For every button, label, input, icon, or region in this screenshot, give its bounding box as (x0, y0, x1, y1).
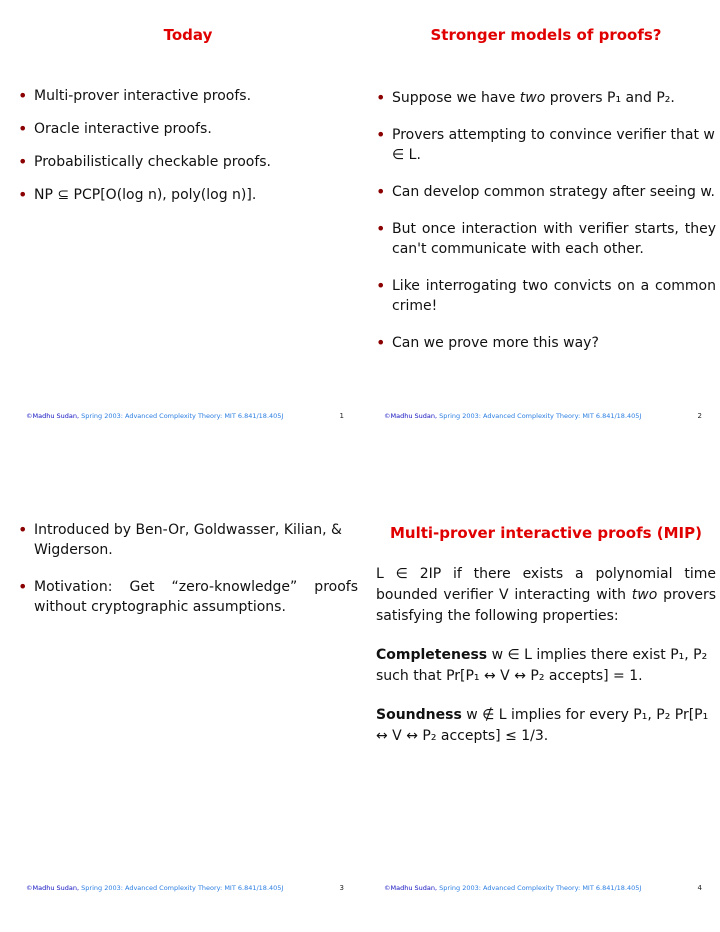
slide-1-title: Today (163, 26, 213, 44)
bullet-2: • Provers attempting to convince verifier that w ∈ L. (376, 125, 716, 165)
slide-2-footer (384, 412, 702, 420)
bullet-6: • Can we prove more this way? (376, 333, 716, 353)
footer-course: Spring 2003: Advanced Complexity Theory: MIT 6.841/18.405J (439, 412, 642, 420)
slide-2 (376, 18, 716, 428)
slide-3-footer (26, 884, 344, 892)
definition-intro: L ∈ 2IP if there exists a polynomial time bounded verifier V interacting with two provers satisfying the following properties: (376, 566, 716, 624)
footer-author: ©Madhu Sudan, (26, 412, 80, 420)
slide-4-title: Multi-prover interactive proofs (MIP) (390, 524, 702, 542)
page-number: 2 (697, 412, 702, 420)
footer-author: ©Madhu Sudan, (384, 412, 438, 420)
completeness-definition (376, 645, 716, 687)
slide-1-footer (26, 412, 344, 420)
soundness-text: w ∉ L implies for every P₁, P₂ Pr[P₁ ↔ V ↔ P₂ accepts] ≤ 1/3. (376, 707, 709, 744)
bullet-1: • Suppose we have two provers P₁ and P₂. (376, 88, 716, 108)
bullet-1: • Multi-prover interactive proofs. (18, 86, 358, 106)
bullet-3: • Probabilistically checkable proofs. (18, 152, 358, 172)
footer-course: Spring 2003: Advanced Complexity Theory: MIT 6.841/18.405J (81, 412, 284, 420)
footer-author: ©Madhu Sudan, (26, 884, 80, 892)
soundness-definition (376, 705, 716, 747)
bullet-4: • NP ⊆ PCP[O(log n), poly(log n)]. (18, 185, 358, 205)
bullet-4: • But once interaction with verifier starts, they can't communicate with each other. (376, 219, 716, 259)
footer-course: Spring 2003: Advanced Complexity Theory: MIT 6.841/18.405J (439, 884, 642, 892)
bullet-2: • Oracle interactive proofs. (18, 119, 358, 139)
slide-3-bullets (18, 520, 358, 617)
completeness-text: w ∈ L implies there exist P₁, P₂ such that Pr[P₁ ↔ V ↔ P₂ accepts] = 1. (376, 647, 708, 684)
slide-2-title: Stronger models of proofs? (430, 26, 662, 44)
completeness-term: Completeness (376, 647, 488, 663)
slide-1-bullets (18, 86, 358, 205)
footer-author: ©Madhu Sudan, (384, 884, 438, 892)
bullet-5: • Like interrogating two convicts on a common crime! (376, 276, 716, 316)
footer-course: Spring 2003: Advanced Complexity Theory: MIT 6.841/18.405J (81, 884, 284, 892)
slide-1 (18, 18, 358, 428)
bullet-3: • Can develop common strategy after seeing w. (376, 182, 716, 202)
bullet-1: • Introduced by Ben-Or, Goldwasser, Kilian, & Wigderson. (18, 520, 358, 560)
slide-3 (18, 490, 358, 900)
page-number: 1 (339, 412, 344, 420)
page-number: 4 (697, 884, 702, 892)
slide-4-footer (384, 884, 702, 892)
slide-4 (376, 490, 716, 900)
soundness-term: Soundness (376, 707, 462, 723)
page-number: 3 (339, 884, 344, 892)
bullet-2: • Motivation: Get “zero-knowledge” proofs without cryptographic assumptions. (18, 577, 358, 617)
slide-2-bullets (376, 88, 716, 353)
